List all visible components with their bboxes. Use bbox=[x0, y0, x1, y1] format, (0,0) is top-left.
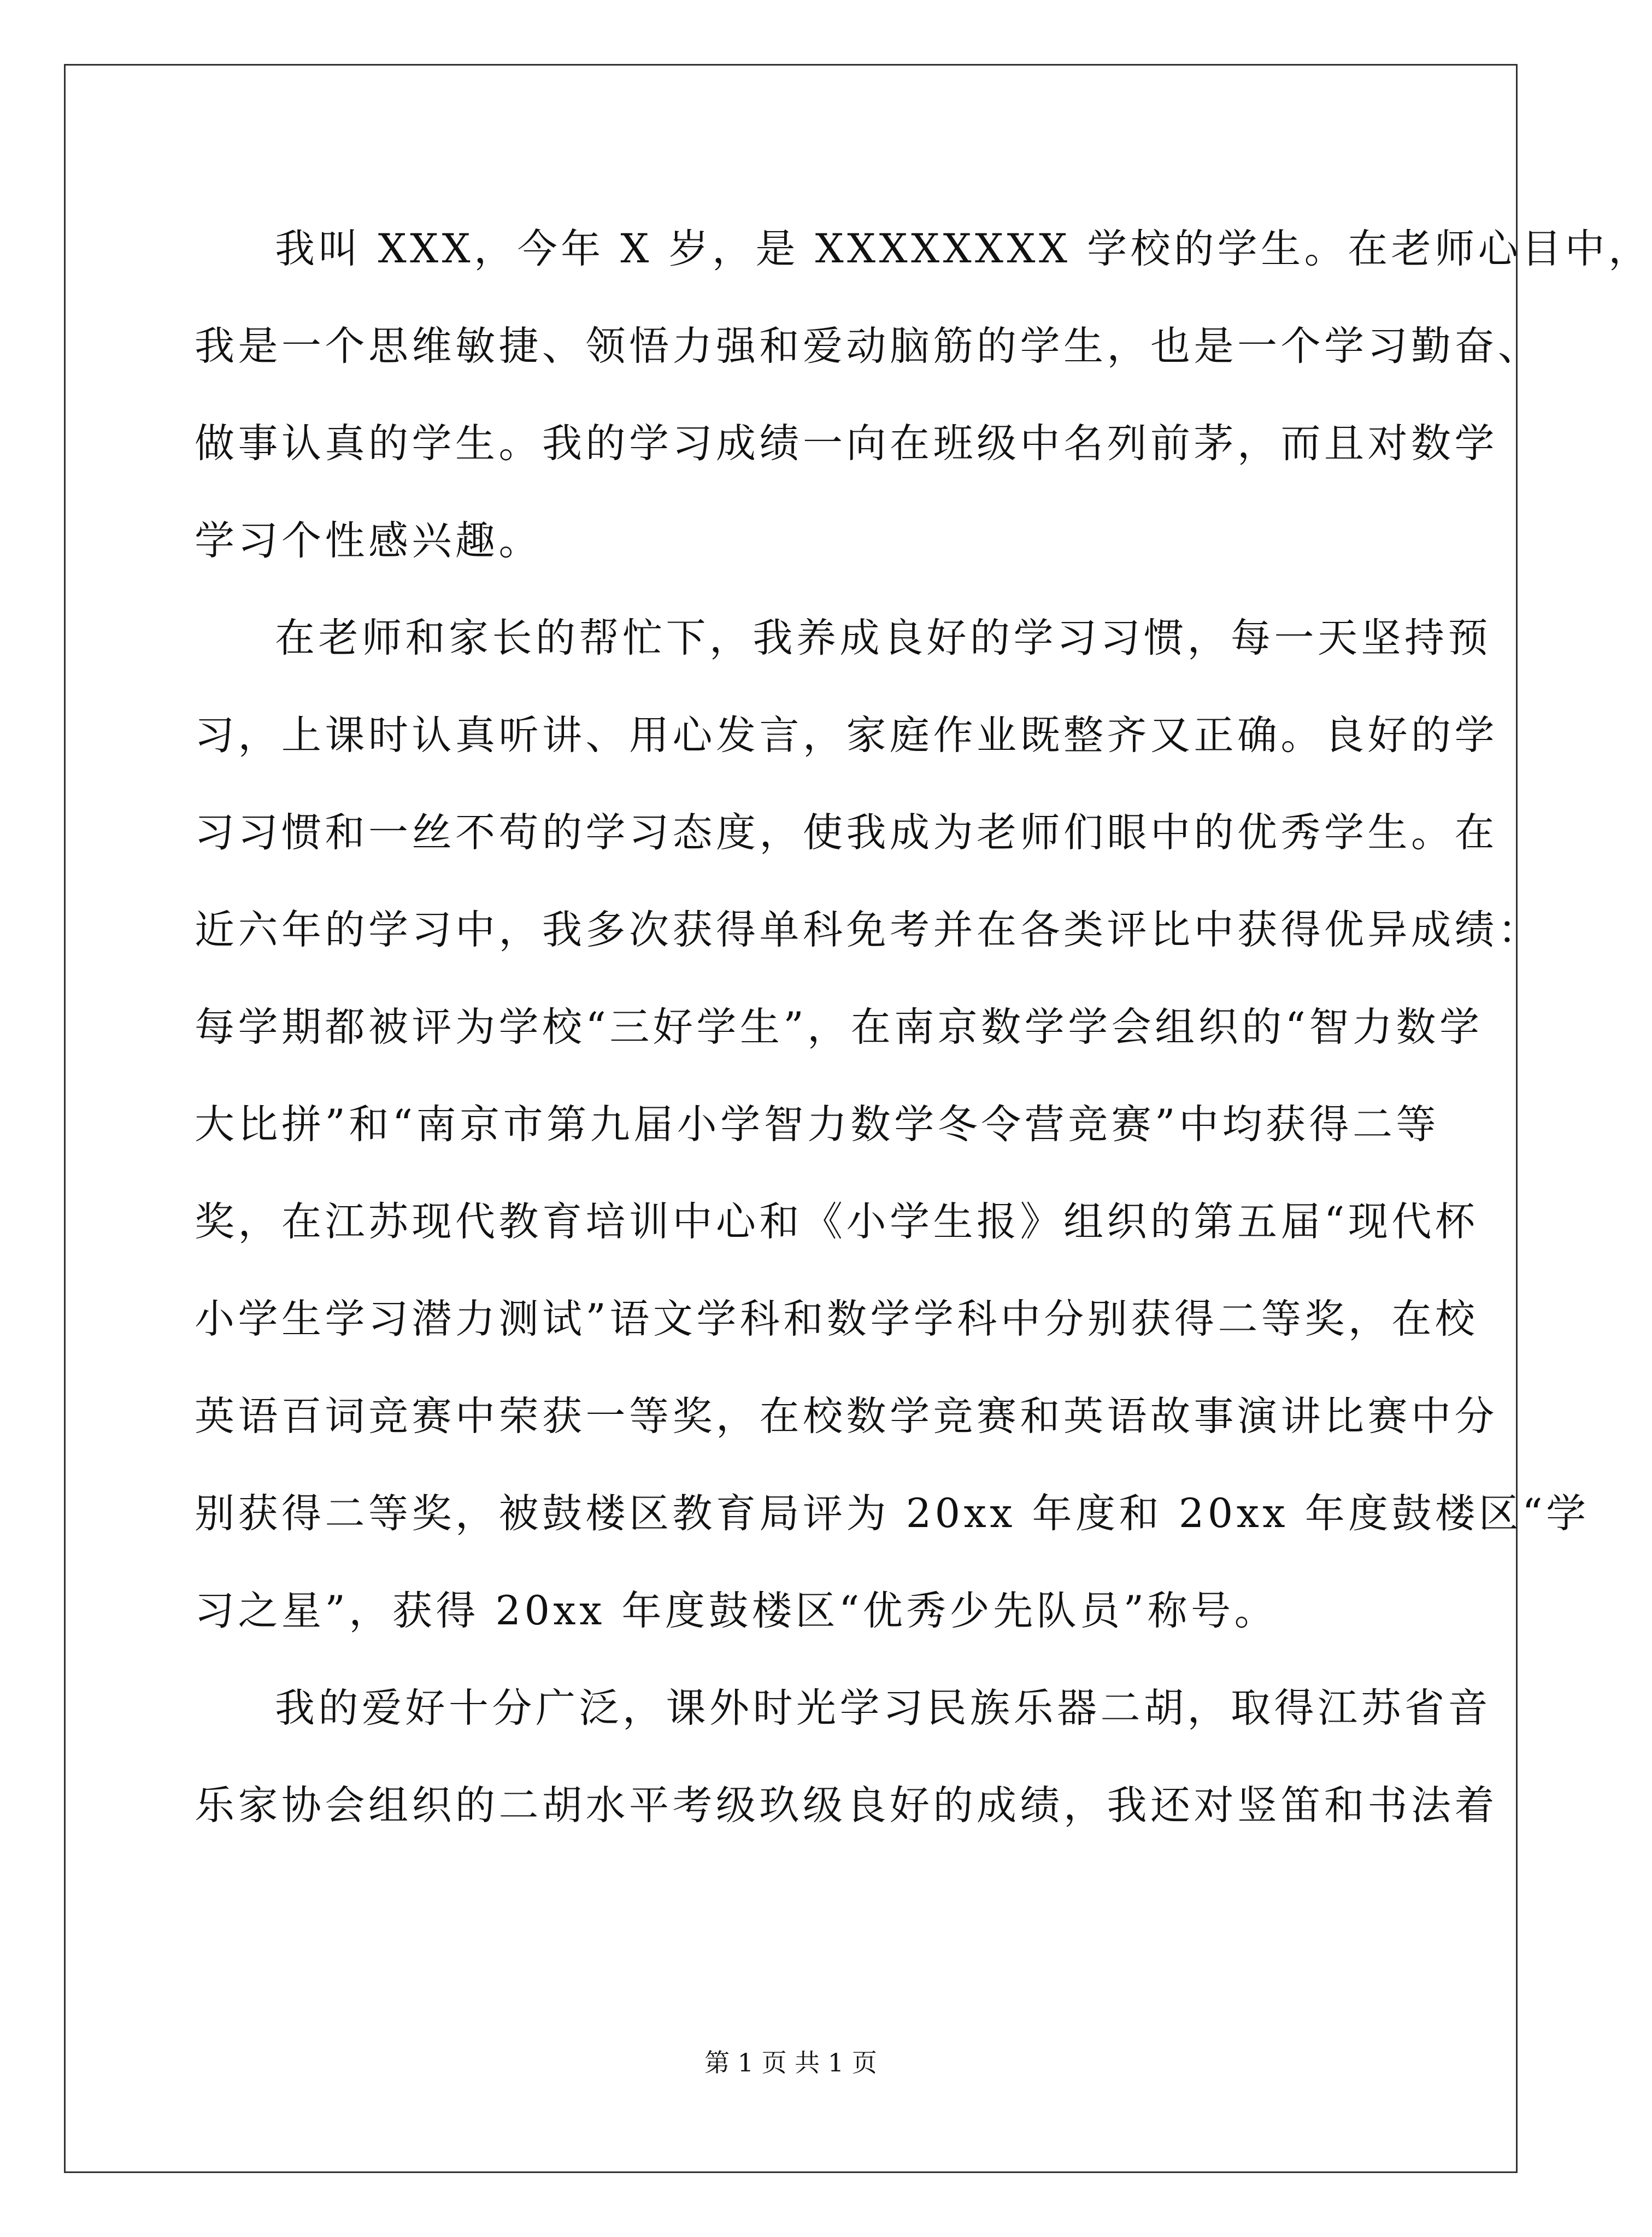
paragraph-1-line-4: 学习个性感兴趣。 bbox=[195, 518, 542, 564]
paragraph-2-line-3: 习习惯和一丝不苟的学习态度，使我成为老师们眼中的优秀学生。在 bbox=[195, 809, 1498, 856]
paragraph-2-line-1: 在老师和家长的帮忙下，我养成良好的学习习惯，每一天坚持预 bbox=[275, 615, 1491, 661]
paragraph-2-line-5: 每学期都被评为学校“三好学生”，在南京数学学会组织的“智力数学 bbox=[195, 1004, 1483, 1050]
paragraph-2-line-4: 近六年的学习中，我多次获得单科免考并在各类评比中获得优异成绩： bbox=[195, 907, 1542, 953]
paragraph-2-line-10: 别获得二等奖，被鼓楼区教育局评为 20xx 年度和 20xx 年度鼓楼区“学 bbox=[195, 1490, 1590, 1537]
paragraph-2-line-7: 奖，在江苏现代教育培训中心和《小学生报》组织的第五届“现代杯 bbox=[195, 1199, 1479, 1245]
paragraph-1-line-1: 我叫 XXX，今年 X 岁，是 XXXXXXXX 学校的学生。在老师心目中， bbox=[275, 226, 1652, 272]
paragraph-3-line-2: 乐家协会组织的二胡水平考级玖级良好的成绩，我还对竖笛和书法着 bbox=[195, 1782, 1498, 1829]
paragraph-2-line-2: 习，上课时认真听讲、用心发言，家庭作业既整齐又正确。良好的学 bbox=[195, 712, 1498, 759]
paragraph-1-line-3: 做事认真的学生。我的学习成绩一向在班级中名列前茅，而且对数学 bbox=[195, 420, 1498, 467]
page-number-footer: 第 1 页 共 1 页 bbox=[704, 2048, 877, 2077]
paragraph-2-line-8: 小学生学习潜力测试”语文学科和数学学科中分别获得二等奖，在校 bbox=[195, 1296, 1479, 1342]
paragraph-1-line-2: 我是一个思维敏捷、领悟力强和爱动脑筋的学生，也是一个学习勤奋、 bbox=[195, 323, 1542, 369]
paragraph-2-line-11: 习之星”，获得 20xx 年度鼓楼区“优秀少先队员”称号。 bbox=[195, 1588, 1278, 1634]
paragraph-3-line-1: 我的爱好十分广泛，课外时光学习民族乐器二胡，取得江苏省音 bbox=[275, 1685, 1491, 1731]
paragraph-2-line-9: 英语百词竞赛中荣获一等奖，在校数学竞赛和英语故事演讲比赛中分 bbox=[195, 1393, 1498, 1440]
paragraph-2-line-6: 大比拼”和“南京市第九届小学智力数学冬令营竞赛”中均获得二等 bbox=[195, 1101, 1439, 1148]
